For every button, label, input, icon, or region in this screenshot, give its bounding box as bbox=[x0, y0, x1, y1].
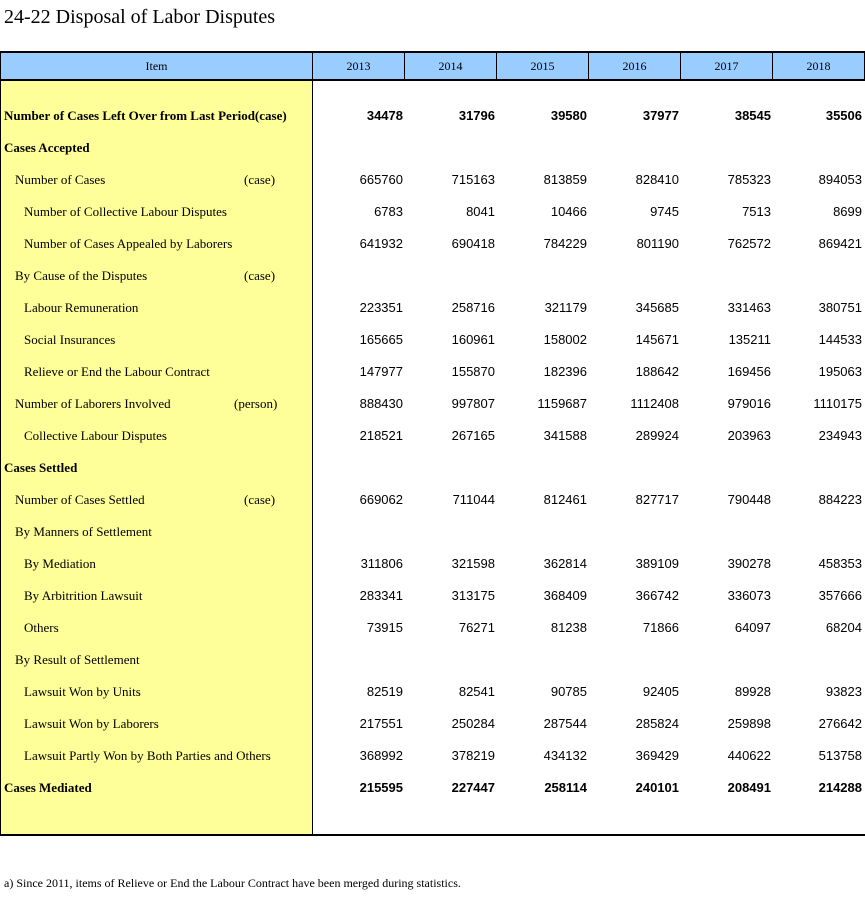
cell-value-2016: 145671 bbox=[635, 332, 679, 347]
row-label: By Cause of the Disputes bbox=[15, 268, 148, 283]
data-table bbox=[0, 51, 865, 836]
header-year-2015: 2015 bbox=[497, 53, 589, 79]
cell-value-2016: 389109 bbox=[635, 556, 679, 571]
header-year-2013: 2013 bbox=[313, 53, 405, 79]
cell-value-2017: 64097 bbox=[734, 620, 771, 635]
cell-value-2013: 73915 bbox=[366, 620, 403, 635]
cell-value-2016: 188642 bbox=[635, 364, 679, 379]
row-label: Number of Cases Appealed by Laborers bbox=[24, 236, 233, 251]
table-row bbox=[0, 324, 865, 356]
cell-value-2014: 76271 bbox=[458, 620, 495, 635]
header-item: Item bbox=[0, 53, 313, 79]
cell-value-2018: 884223 bbox=[818, 492, 862, 507]
cell-value-2013: 6783 bbox=[374, 204, 403, 219]
row-label: Labour Remuneration bbox=[24, 300, 139, 315]
cell-value-2017: 38545 bbox=[734, 108, 771, 123]
cell-value-2014: 227447 bbox=[451, 780, 495, 795]
table-row bbox=[0, 740, 865, 772]
page-title: 24-22 Disposal of Labor Disputes bbox=[4, 6, 276, 28]
header-year-2014: 2014 bbox=[405, 53, 497, 79]
cell-value-2018: 894053 bbox=[818, 172, 862, 187]
row-label: Number of Cases Left Over from Last Period(case) bbox=[4, 108, 287, 123]
cell-value-2015: 368409 bbox=[543, 588, 587, 603]
row-label: By Result of Settlement bbox=[15, 652, 140, 667]
cell-value-2013: 368992 bbox=[359, 748, 403, 763]
cell-value-2016: 828410 bbox=[635, 172, 679, 187]
cell-value-2017: 89928 bbox=[734, 684, 771, 699]
cell-value-2015: 812461 bbox=[543, 492, 587, 507]
cell-value-2017: 785323 bbox=[727, 172, 771, 187]
cell-value-2013: 223351 bbox=[359, 300, 403, 315]
header-year-2016: 2016 bbox=[589, 53, 681, 79]
table-row bbox=[0, 228, 865, 260]
row-unit: (case) bbox=[244, 492, 276, 507]
cell-value-2017: 203963 bbox=[727, 428, 771, 443]
cell-value-2018: 8699 bbox=[833, 204, 862, 219]
cell-value-2018: 144533 bbox=[818, 332, 862, 347]
cell-value-2013: 82519 bbox=[366, 684, 403, 699]
table-row bbox=[0, 132, 865, 164]
cell-value-2016: 1112408 bbox=[630, 396, 679, 411]
cell-value-2018: 234943 bbox=[818, 428, 862, 443]
table-row bbox=[0, 772, 865, 804]
cell-value-2014: 711044 bbox=[452, 492, 495, 507]
row-unit: (case) bbox=[244, 268, 276, 283]
cell-value-2017: 208491 bbox=[727, 780, 771, 795]
row-label: Others bbox=[24, 620, 59, 635]
cell-value-2014: 31796 bbox=[458, 108, 495, 123]
cell-value-2015: 1159687 bbox=[537, 396, 587, 411]
cell-value-2013: 217551 bbox=[359, 716, 403, 731]
row-label: By Mediation bbox=[24, 556, 96, 571]
table-row bbox=[0, 196, 865, 228]
cell-value-2018: 380751 bbox=[818, 300, 862, 315]
cell-value-2014: 160961 bbox=[451, 332, 495, 347]
row-label: Lawsuit Won by Laborers bbox=[24, 716, 159, 731]
cell-value-2016: 366742 bbox=[635, 588, 679, 603]
cell-value-2013: 215595 bbox=[359, 780, 403, 795]
row-label: Number of Laborers Involved bbox=[15, 396, 171, 411]
cell-value-2014: 690418 bbox=[451, 236, 495, 251]
cell-value-2015: 39580 bbox=[550, 108, 587, 123]
table-row bbox=[0, 708, 865, 740]
cell-value-2018: 458353 bbox=[818, 556, 862, 571]
cell-value-2014: 8041 bbox=[466, 204, 495, 219]
table-row bbox=[0, 676, 865, 708]
table-row bbox=[0, 292, 865, 324]
cell-value-2015: 784229 bbox=[543, 236, 587, 251]
cell-value-2013: 311806 bbox=[360, 556, 403, 571]
cell-value-2016: 71866 bbox=[642, 620, 679, 635]
cell-value-2013: 283341 bbox=[359, 588, 403, 603]
cell-value-2015: 341588 bbox=[543, 428, 587, 443]
row-label: Number of Cases bbox=[15, 172, 106, 187]
cell-value-2018: 214288 bbox=[818, 780, 862, 795]
cell-value-2014: 267165 bbox=[451, 428, 495, 443]
row-unit: (person) bbox=[234, 396, 278, 411]
cell-value-2017: 7513 bbox=[742, 204, 771, 219]
cell-value-2016: 801190 bbox=[636, 236, 679, 251]
row-label: Number of Cases Settled bbox=[15, 492, 145, 507]
cell-value-2013: 641932 bbox=[359, 236, 403, 251]
table-bottom-rule bbox=[0, 834, 865, 836]
cell-value-2016: 37977 bbox=[642, 108, 679, 123]
row-label: Cases Mediated bbox=[4, 780, 92, 795]
cell-value-2013: 34478 bbox=[366, 108, 403, 123]
row-label: Lawsuit Won by Units bbox=[24, 684, 141, 699]
table-row bbox=[0, 452, 865, 484]
cell-value-2013: 665760 bbox=[359, 172, 403, 187]
cell-value-2015: 258114 bbox=[544, 780, 587, 795]
cell-value-2016: 9745 bbox=[650, 204, 679, 219]
table-row bbox=[0, 420, 865, 452]
cell-value-2016: 92405 bbox=[642, 684, 679, 699]
cell-value-2017: 135211 bbox=[728, 332, 771, 347]
cell-value-2015: 10466 bbox=[550, 204, 587, 219]
cell-value-2013: 669062 bbox=[359, 492, 403, 507]
row-label: Collective Labour Disputes bbox=[24, 428, 167, 443]
cell-value-2016: 285824 bbox=[635, 716, 679, 731]
cell-value-2018: 93823 bbox=[825, 684, 862, 699]
table-header bbox=[0, 51, 865, 81]
cell-value-2014: 997807 bbox=[451, 396, 495, 411]
cell-value-2014: 82541 bbox=[458, 684, 495, 699]
cell-value-2018: 357666 bbox=[818, 588, 862, 603]
cell-value-2017: 336073 bbox=[727, 588, 771, 603]
cell-value-2018: 276642 bbox=[818, 716, 862, 731]
table-row bbox=[0, 516, 865, 548]
cell-value-2018: 513758 bbox=[818, 748, 862, 763]
header-year-2017: 2017 bbox=[681, 53, 773, 79]
cell-value-2014: 258716 bbox=[451, 300, 495, 315]
header-year-2018: 2018 bbox=[773, 53, 865, 79]
table-row bbox=[0, 100, 865, 132]
row-label: Lawsuit Partly Won by Both Parties and Others bbox=[24, 748, 271, 763]
cell-value-2018: 35506 bbox=[825, 108, 862, 123]
cell-value-2017: 979016 bbox=[727, 396, 771, 411]
cell-value-2014: 378219 bbox=[451, 748, 495, 763]
cell-value-2015: 813859 bbox=[543, 172, 587, 187]
cell-value-2016: 369429 bbox=[635, 748, 679, 763]
cell-value-2016: 289924 bbox=[635, 428, 679, 443]
cell-value-2016: 827717 bbox=[635, 492, 679, 507]
row-label: By Arbitrition Lawsuit bbox=[24, 588, 143, 603]
row-label: Social Insurances bbox=[24, 332, 116, 347]
cell-value-2017: 390278 bbox=[727, 556, 771, 571]
cell-value-2014: 321598 bbox=[451, 556, 495, 571]
cell-value-2017: 790448 bbox=[727, 492, 771, 507]
cell-value-2015: 182396 bbox=[543, 364, 587, 379]
cell-value-2017: 259898 bbox=[727, 716, 771, 731]
cell-value-2013: 165665 bbox=[359, 332, 403, 347]
table-row bbox=[0, 580, 865, 612]
cell-value-2015: 434132 bbox=[543, 748, 587, 763]
cell-value-2013: 888430 bbox=[359, 396, 403, 411]
cell-value-2017: 331463 bbox=[727, 300, 771, 315]
row-label: Relieve or End the Labour Contract bbox=[24, 364, 210, 379]
table-row bbox=[0, 484, 865, 516]
cell-value-2017: 440622 bbox=[727, 748, 771, 763]
cell-value-2015: 321179 bbox=[544, 300, 587, 315]
row-unit: (case) bbox=[244, 172, 276, 187]
cell-value-2016: 345685 bbox=[635, 300, 679, 315]
cell-value-2013: 147977 bbox=[359, 364, 403, 379]
cell-value-2014: 715163 bbox=[451, 172, 495, 187]
table-row bbox=[0, 548, 865, 580]
table-row bbox=[0, 164, 865, 196]
cell-value-2017: 169456 bbox=[727, 364, 771, 379]
cell-value-2018: 869421 bbox=[818, 236, 862, 251]
cell-value-2017: 762572 bbox=[727, 236, 771, 251]
table-row bbox=[0, 644, 865, 676]
row-label: Number of Collective Labour Disputes bbox=[24, 204, 227, 219]
table-row bbox=[0, 388, 865, 420]
cell-value-2015: 90785 bbox=[550, 684, 587, 699]
cell-value-2014: 250284 bbox=[451, 716, 495, 731]
footnote: a) Since 2011, items of Relieve or End the Labour Contract have been merged during statistics. bbox=[4, 876, 461, 890]
cell-value-2015: 362814 bbox=[543, 556, 587, 571]
cell-value-2018: 195063 bbox=[818, 364, 862, 379]
cell-value-2018: 1110175 bbox=[813, 396, 862, 411]
cell-value-2015: 158002 bbox=[543, 332, 587, 347]
cell-value-2014: 313175 bbox=[451, 588, 495, 603]
table-row bbox=[0, 612, 865, 644]
cell-value-2018: 68204 bbox=[825, 620, 862, 635]
cell-value-2015: 81238 bbox=[550, 620, 587, 635]
row-label: Cases Accepted bbox=[4, 140, 90, 155]
table-row bbox=[0, 260, 865, 292]
cell-value-2014: 155870 bbox=[451, 364, 495, 379]
table-row bbox=[0, 356, 865, 388]
cell-value-2015: 287544 bbox=[543, 716, 587, 731]
row-label: By Manners of Settlement bbox=[15, 524, 152, 539]
row-label: Cases Settled bbox=[4, 460, 78, 475]
cell-value-2016: 240101 bbox=[635, 780, 679, 795]
cell-value-2013: 218521 bbox=[359, 428, 403, 443]
